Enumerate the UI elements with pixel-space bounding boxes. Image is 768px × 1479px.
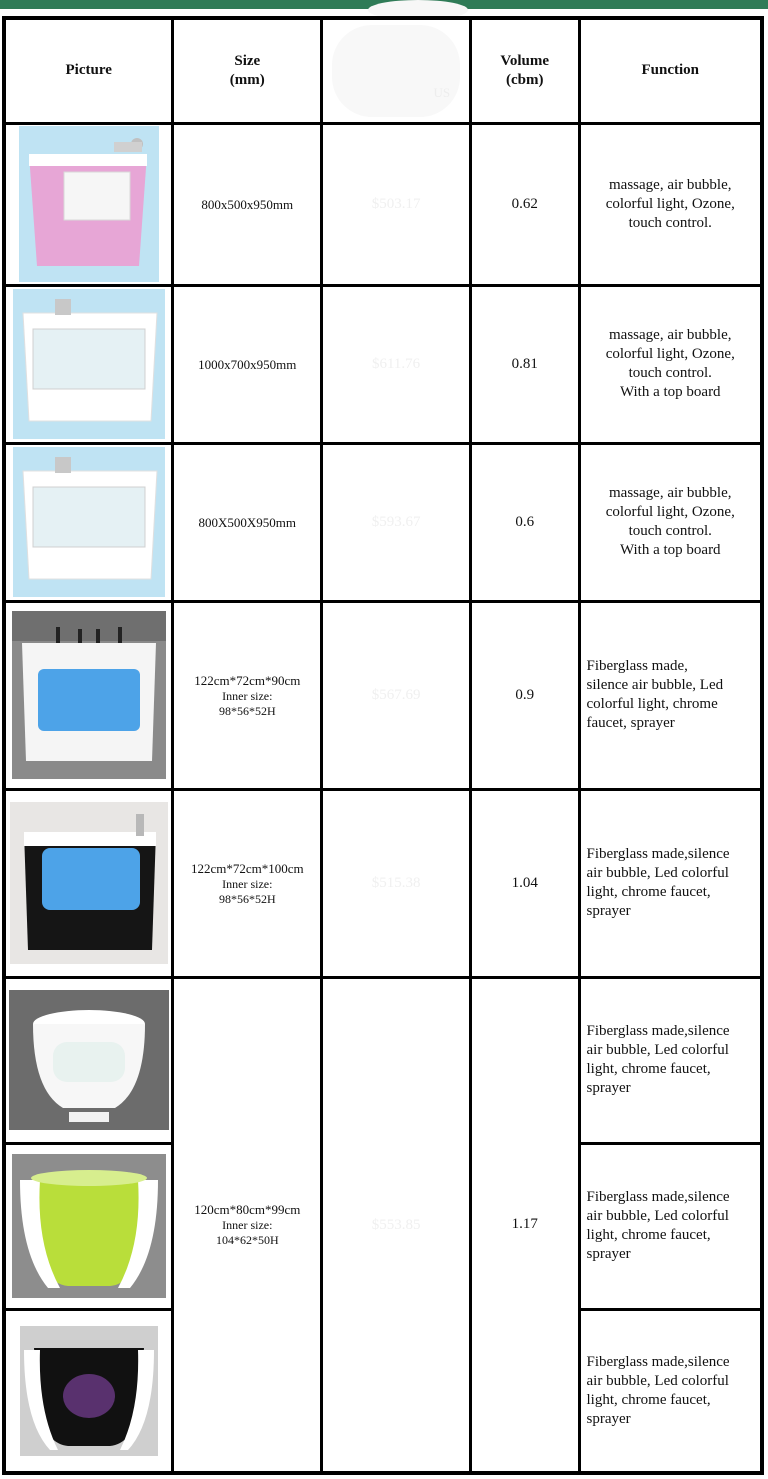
white-spa-tub-image [13,447,165,597]
size-cell: 1000x700x950mm [173,285,322,443]
product-image-cell [4,285,173,443]
white-round-tub-image [9,990,169,1130]
product-image-cell [4,601,173,789]
function-cell: Fiberglass made,silence air bubble, Led colorful light, chrome faucet, sprayer [579,1309,762,1473]
function-cell: massage, air bubble, colorful light, Ozone, touch control. With a top board [579,285,762,443]
table-row [4,443,762,601]
price-cell: $611.76 [322,285,471,443]
price-cell: $515.38 [322,789,471,977]
volume-header: Volume (cbm) [470,18,579,123]
blue-window-tub-image [12,611,166,779]
volume-cell: 1.04 [470,789,579,977]
volume-cell: 0.9 [470,601,579,789]
volume-cell-group: 1.17 [470,977,579,1473]
price-cell: $503.17 [322,123,471,285]
size-header: Size (mm) [173,18,322,123]
price-header-faint: US [433,84,451,100]
size-cell: 122cm*72cm*100cm Inner size: 98*56*52H [173,789,322,977]
black-round-tub-image [20,1326,158,1456]
price-cell: $593.67 [322,443,471,601]
header-row [4,18,762,123]
table-row [4,285,762,443]
price-cell: $567.69 [322,601,471,789]
volume-cell: 0.62 [470,123,579,285]
product-image-cell [4,1143,173,1309]
price-cell-group: $553.85 [322,977,471,1473]
table-row [4,601,762,789]
function-cell: massage, air bubble, colorful light, Ozone, touch control. [579,123,762,285]
product-image-cell [4,123,173,285]
product-image-cell [4,443,173,601]
product-image-cell [4,977,173,1143]
size-cell: 122cm*72cm*90cm Inner size: 98*56*52H [173,601,322,789]
pink-spa-tub-image [19,126,159,282]
picture-header: Picture [4,18,173,123]
size-cell: 800x500x950mm [173,123,322,285]
function-cell: massage, air bubble, colorful light, Ozone, touch control. With a top board [579,443,762,601]
green-round-tub-image [12,1154,166,1298]
function-header: Function [579,18,762,123]
product-image-cell [4,789,173,977]
table-row [4,977,762,1143]
table-row [4,123,762,285]
function-cell: Fiberglass made,silence air bubble, Led colorful light, chrome faucet, sprayer [579,977,762,1143]
table-row [4,789,762,977]
function-cell: Fiberglass made,silence air bubble, Led colorful light, chrome faucet, sprayer [579,1143,762,1309]
function-cell: Fiberglass made, silence air bubble, Led colorful light, chrome faucet, sprayer [579,601,762,789]
volume-cell: 0.81 [470,285,579,443]
white-spa-tub-image [13,289,165,439]
price-header [322,18,471,123]
size-cell-group: 120cm*80cm*99cm Inner size: 104*62*50H [173,977,322,1473]
spec-table [2,16,764,1475]
product-image-cell [4,1309,173,1473]
volume-cell: 0.6 [470,443,579,601]
black-blue-tub-image [10,802,168,964]
size-cell: 800X500X950mm [173,443,322,601]
function-cell: Fiberglass made,silence air bubble, Led colorful light, chrome faucet, sprayer [579,789,762,977]
